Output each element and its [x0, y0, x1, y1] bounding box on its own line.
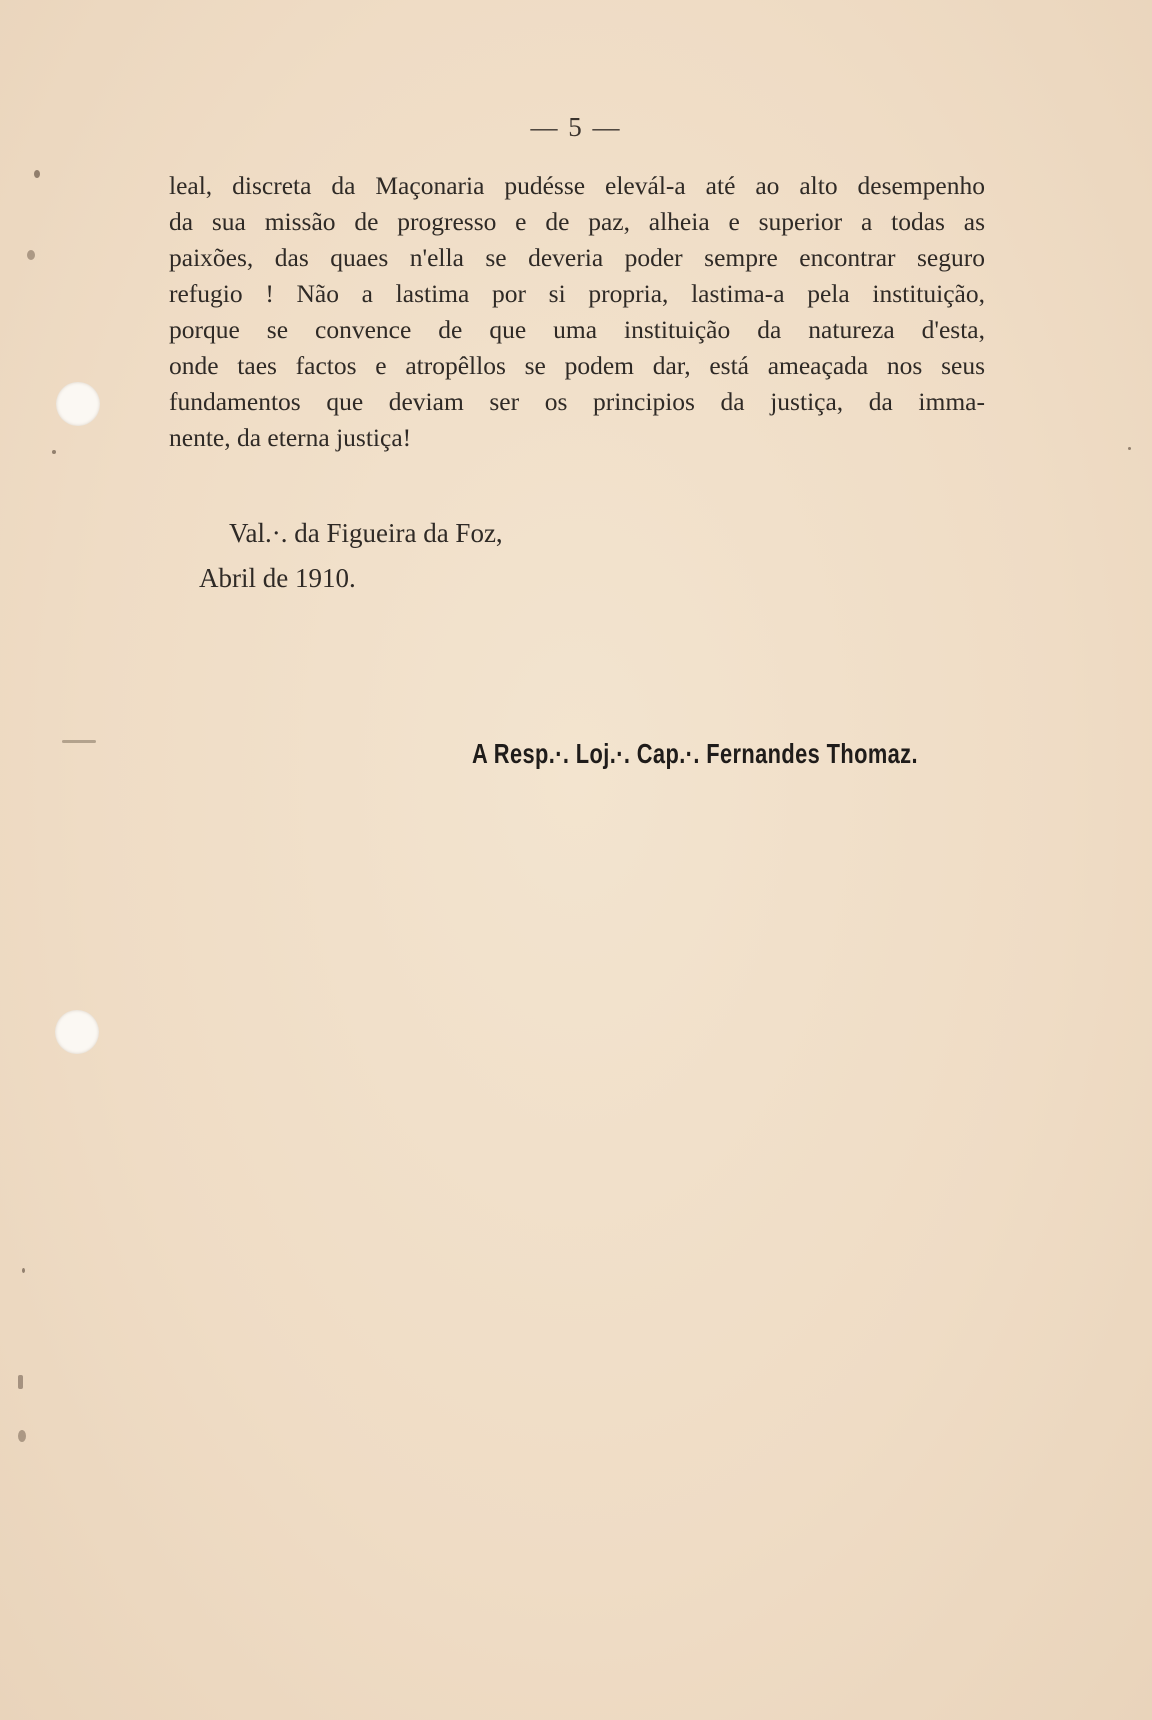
paper-speck [27, 250, 35, 260]
text-line: porque se convence de que uma instituição da natureza d'esta, [169, 315, 985, 344]
paper-speck [62, 740, 96, 743]
paper-speck [22, 1268, 25, 1273]
page-number: — 5 — [530, 112, 622, 142]
paper-speck [52, 450, 56, 454]
punch-hole [56, 382, 100, 426]
paper-speck [34, 170, 40, 178]
punch-hole [55, 1010, 99, 1054]
text-line: onde taes factos e atropêllos se podem dar, está ameaçada nos seus [169, 351, 985, 380]
body-paragraph [169, 168, 985, 456]
text-line: fundamentos que deviam ser os principios da justiça, da imma- [169, 387, 985, 416]
text-line: refugio ! Não a lastima por si propria, lastima-a pela instituição, [169, 279, 985, 308]
paper-speck [1128, 447, 1131, 450]
text-line: leal, discreta da Maçonaria pudésse elevál-a até ao alto desempenho [169, 171, 985, 200]
paper-speck [18, 1375, 23, 1389]
text-line: da sua missão de progresso e de paz, alheia e superior a todas as [169, 207, 985, 236]
paper-speck [18, 1430, 26, 1442]
closing-place: Val.·. da Figueira da Foz, [229, 518, 503, 548]
text-line: nente, da eterna justiça! [169, 423, 412, 452]
signature-line: A Resp.·. Loj.·. Cap.·. Fernandes Thomaz. [472, 738, 918, 769]
closing-date: Abril de 1910. [199, 563, 356, 593]
text-line: paixões, das quaes n'ella se deveria poder sempre encontrar seguro [169, 243, 985, 272]
